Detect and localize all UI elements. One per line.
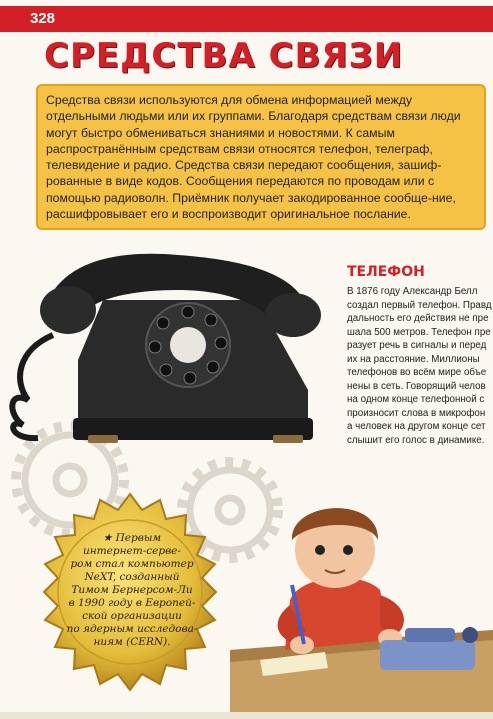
- telephone-heading: ТЕЛЕФОН: [347, 264, 425, 280]
- telephone-line: разует речь в сигналы и перед: [347, 340, 487, 351]
- page-bottom-edge: [0, 712, 493, 719]
- seal-line: ской организации: [82, 610, 182, 622]
- page-title: СРЕДСТВА СВЯЗИ: [44, 36, 404, 76]
- seal-line: NeXT, созданный: [84, 571, 180, 583]
- seal-line: в 1990 году в Европей-: [68, 597, 196, 609]
- telephone-line: телефонов во всём мире объе: [347, 367, 487, 378]
- page-number: 328: [30, 10, 56, 27]
- cartoon-boy-illustration: [230, 480, 493, 719]
- telephone-line: нены в сеть. Говорящий челов: [347, 380, 486, 392]
- rotary-telephone-image: [8, 240, 338, 450]
- telephone-line: а человек на другом конце сет: [347, 421, 486, 432]
- intro-box: [36, 84, 486, 230]
- seal-line: ром стал компьютер: [70, 558, 194, 570]
- page-header-bar: [0, 6, 493, 32]
- telephone-line: шала 500 метров. Телефон пре: [347, 326, 491, 338]
- seal-line: интернет-серве-: [83, 545, 181, 557]
- telephone-line: дальность его действия не пре: [347, 313, 489, 324]
- telephone-line: слышит его голос в динамике.: [347, 434, 485, 446]
- seal-line: ★ Первым: [102, 532, 162, 544]
- intro-text: Средства связи используются для обмена информацией между отдельными людьми или их группами. Благодаря средствам связи люди могут быстро обмениваться знаниями и новостями. К самым распространённым средствам связи относятся телефон, телеграф, телевидение и радио. Средства связи передают сообщения, зашиф-рованные в виде кодов. Сообщения передаются по проводам или с помощью радиоволн. Приёмник получает закодированное сообще-ние, расшифровывает его и воспроизводит оригинальное послание.: [46, 93, 461, 222]
- telephone-line: произносит слова в микрофон: [347, 407, 486, 419]
- telephone-line: В 1876 году Александр Белл: [347, 286, 478, 297]
- telephone-line: создал первый телефон. Правд: [347, 299, 492, 311]
- telephone-line: их на расстояние. Миллионы: [347, 353, 480, 365]
- seal-line: ниям (CERN).: [93, 636, 171, 648]
- seal-line: по ядерным исследова-: [66, 623, 198, 635]
- telephone-line: на одном конце телефонной с: [347, 394, 485, 405]
- telephone-text: [347, 285, 493, 470]
- fact-seal-text: [62, 532, 202, 649]
- seal-line: Тимом Бернерсом-Ли: [71, 584, 193, 596]
